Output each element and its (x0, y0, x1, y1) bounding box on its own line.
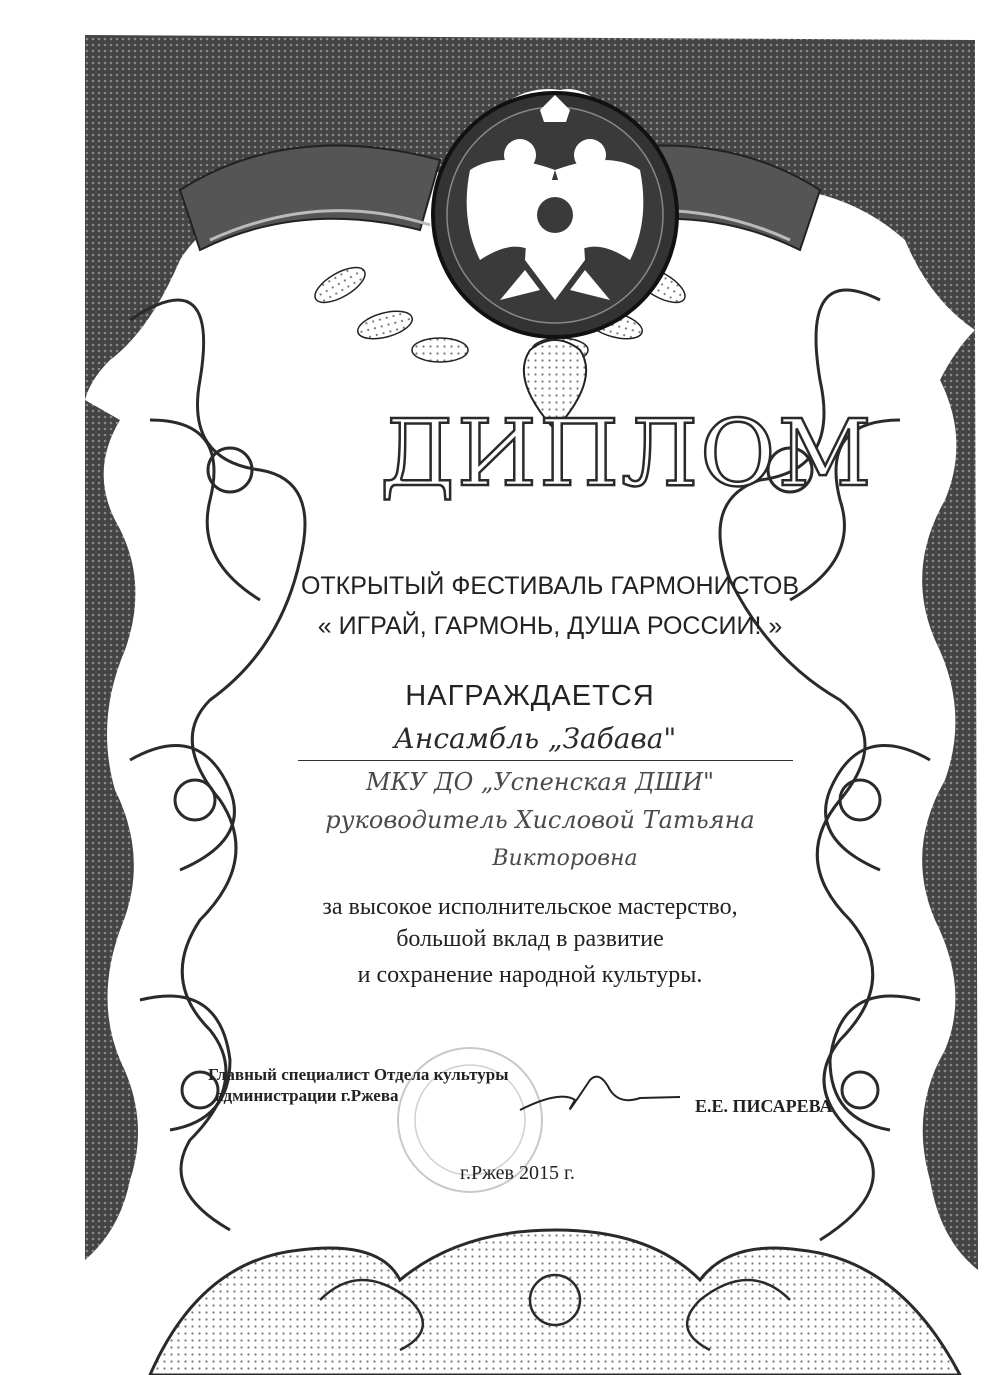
signatory-name: Е.Е. ПИСАРЕВА (695, 1096, 833, 1116)
festival-name-line2: « ИГРАЙ, ГАРМОНЬ, ДУША РОССИИ! » (317, 612, 783, 640)
awarded-label: НАГРАЖДАЕТСЯ (405, 680, 655, 712)
right-frame-band (922, 330, 978, 1270)
left-frame-band (85, 400, 138, 1260)
institution-name: МКУ ДО „Успенская ДШИ" (365, 768, 715, 796)
signatory-title-line1: Главный специалист Отдела культуры (208, 1065, 509, 1084)
reason-line1: за высокое исполнительское мастерство, (322, 894, 738, 920)
reason-line2: большой вклад в развитие (396, 926, 664, 952)
recipient-name: Ансамбль „Забава" (393, 722, 677, 755)
diploma-title: ДИПЛОМ (380, 400, 874, 507)
bottom-frame-ornament (150, 1230, 960, 1375)
recipient-underline (298, 760, 793, 761)
signature (520, 1077, 680, 1110)
festival-name-line1: ОТКРЫТЫЙ ФЕСТИВАЛЬ ГАРМОНИСТОВ (300, 572, 800, 600)
reason-line3: и сохранение народной культуры. (357, 962, 703, 988)
leader-line1: руководитель Хисловой Татьяна (325, 806, 755, 834)
double-headed-eagle-icon (433, 93, 677, 337)
place-and-date: г.Ржев 2015 г. (460, 1162, 575, 1184)
leader-line2: Викторовна (492, 846, 638, 871)
signatory-title-line2: администрации г.Ржева (215, 1086, 399, 1105)
